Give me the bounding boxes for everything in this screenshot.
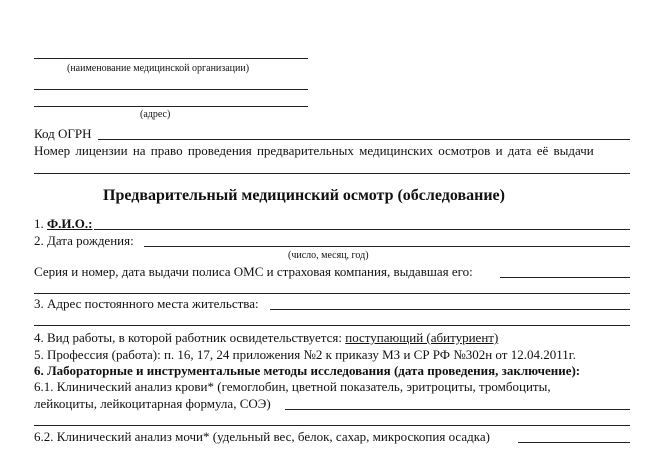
policy-label: Серия и номер, дата выдачи полиса ОМС и страховая компания, выдавшая его: <box>34 264 473 279</box>
urine-test-field[interactable] <box>518 442 630 443</box>
blood-test-field[interactable] <box>285 409 630 410</box>
profession-label: 5. Профессия (работа): п. 16, 17, 24 приложения №2 к приказу МЗ и СР РФ №302н от 12.04.2011г. <box>34 347 576 362</box>
address-line-2[interactable] <box>34 106 308 107</box>
policy-field-2[interactable] <box>34 293 630 294</box>
work-label: 4. Вид работы, в которой работник освидетельствуется: <box>34 330 342 345</box>
page-title: Предварительный медицинский осмотр (обследование) <box>103 187 505 204</box>
fio-label: Ф.И.О.: <box>47 216 93 231</box>
fio-number: 1. <box>34 216 44 231</box>
residence-field-2[interactable] <box>34 325 630 326</box>
address-caption: (адрес) <box>140 109 171 120</box>
license-label: Номер лицензии на право проведения предварительных медицинских осмотров и дата её выдачи <box>34 143 594 158</box>
urine-test-label: 6.2. Клинический анализ мочи* (удельный вес, белок, сахар, микроскопия осадка) <box>34 429 490 444</box>
methods-heading: 6. Лабораторные и инструментальные методы исследования (дата проведения, заключение): <box>34 363 581 378</box>
blood-test-label-2: лейкоциты, лейкоцитарная формула, СОЭ) <box>34 396 271 411</box>
fio-field[interactable] <box>94 229 630 230</box>
birth-label: 2. Дата рождения: <box>34 233 134 248</box>
license-field[interactable] <box>34 173 630 174</box>
fio-label-row <box>34 216 92 231</box>
address-line-1[interactable] <box>34 89 308 90</box>
birth-caption: (число, месяц, год) <box>288 250 369 261</box>
birth-field[interactable] <box>144 246 630 247</box>
policy-field[interactable] <box>500 277 630 278</box>
ogrn-field[interactable] <box>98 139 630 140</box>
blood-test-field-2[interactable] <box>34 425 630 426</box>
ogrn-label: Код ОГРН <box>34 126 92 141</box>
residence-field[interactable] <box>270 309 630 310</box>
work-row <box>34 330 498 345</box>
org-name-caption: (наименование медицинской организации) <box>67 63 250 74</box>
blood-test-label-1: 6.1. Клинический анализ крови* (гемоглобин, цветной показатель, эритроциты, тромбоциты, <box>34 379 551 394</box>
residence-label: 3. Адрес постоянного места жительства: <box>34 296 259 311</box>
work-value[interactable]: поступающий (абитуриент) <box>345 330 499 345</box>
org-name-line[interactable] <box>34 58 308 59</box>
